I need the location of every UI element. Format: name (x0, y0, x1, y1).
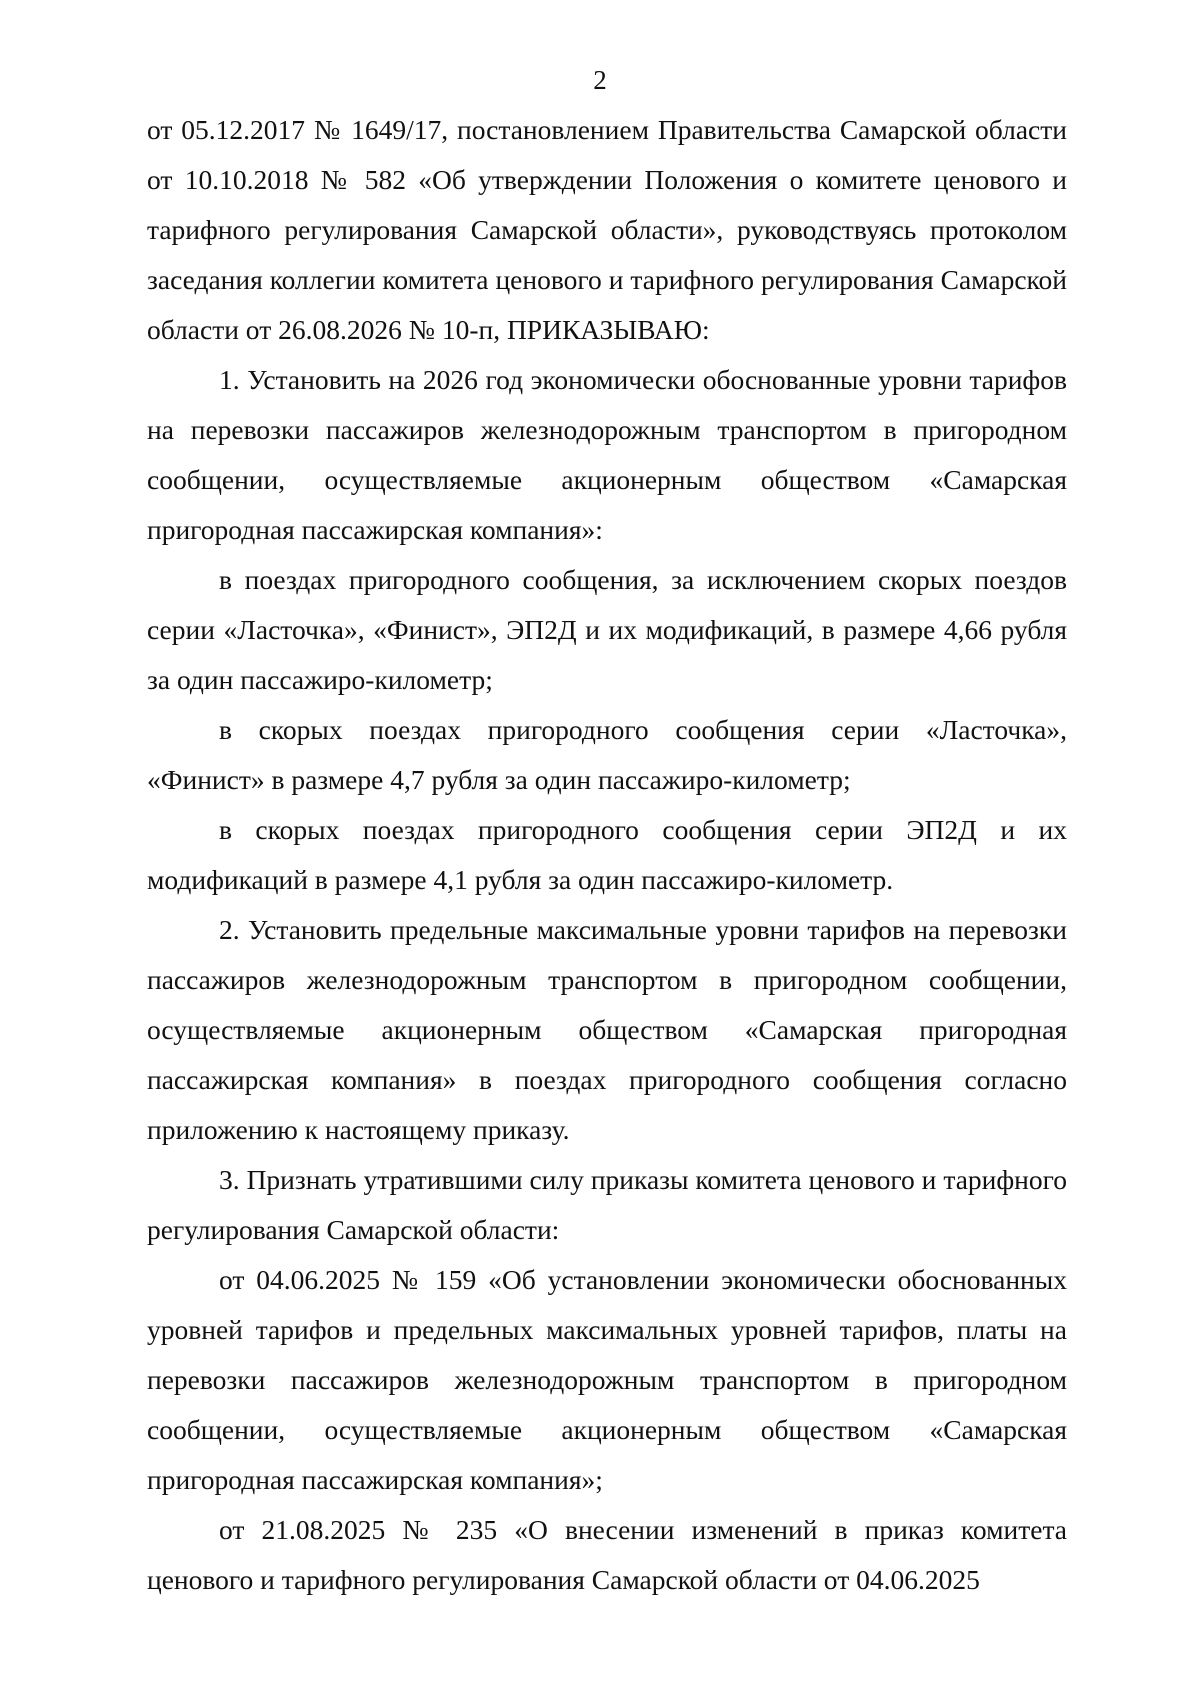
paragraph-item-3-order-159: от 04.06.2025 № 159 «Об установлении экономически обоснованных уровней тарифов и предельных максимальных уровней тарифов, платы на перевозки пассажиров железнодорожным транспортом в пригородном сообщении, осуществляемые акционерным обществом «Самарская пригородная пассажирская компания»; (147, 1264, 1067, 1495)
paragraph-item-3-order-235: от 21.08.2025 № 235 «О внесении изменений в приказ комитета ценового и тарифного регулирования Самарской области от 04.06.2025 (147, 1514, 1067, 1595)
paragraph-preamble: от 05.12.2017 № 1649/17, постановлением Правительства Самарской области от 10.10.2018 № 582 «Об утверждении Положения о комитете ценового и тарифного регулирования Самарской области», руководствуясь протоколом заседания коллегии комитета ценового и тарифного регулирования Самарской области от 26.08.2026 № 10-п, ПРИКАЗЫВАЮ: (147, 114, 1067, 345)
paragraph-item-1-suburban: в поездах пригородного сообщения, за исключением скорых поездов серии «Ласточка», «Финист», ЭП2Д и их модификаций, в размере 4,66 рубля за один пассажиро-километр; (147, 564, 1067, 695)
paragraph-item-3: 3. Признать утратившими силу приказы комитета ценового и тарифного регулирования Самарской области: (147, 1164, 1067, 1245)
paragraph-item-1: 1. Установить на 2026 год экономически обоснованные уровни тарифов на перевозки пассажиров железнодорожным транспортом в пригородном сообщении, осуществляемые акционерным обществом «Самарская пригородная пассажирская компания»: (147, 364, 1067, 545)
document-body (147, 105, 1067, 1605)
paragraph-item-1-ep2d: в скорых поездах пригородного сообщения серии ЭП2Д и их модификаций в размере 4,1 рубля за один пассажиро-километр. (147, 814, 1067, 895)
paragraph-item-1-lastochka: в скорых поездах пригородного сообщения серии «Ласточка», «Финист» в размере 4,7 рубля за один пассажиро-километр; (147, 714, 1067, 795)
page-number: 2 (593, 65, 607, 95)
paragraph-item-2: 2. Установить предельные максимальные уровни тарифов на перевозки пассажиров железнодорожным транспортом в пригородном сообщении, осуществляемые акционерным обществом «Самарская пригородная пассажирская компания» в поездах пригородного сообщения согласно приложению к настоящему приказу. (147, 914, 1067, 1145)
